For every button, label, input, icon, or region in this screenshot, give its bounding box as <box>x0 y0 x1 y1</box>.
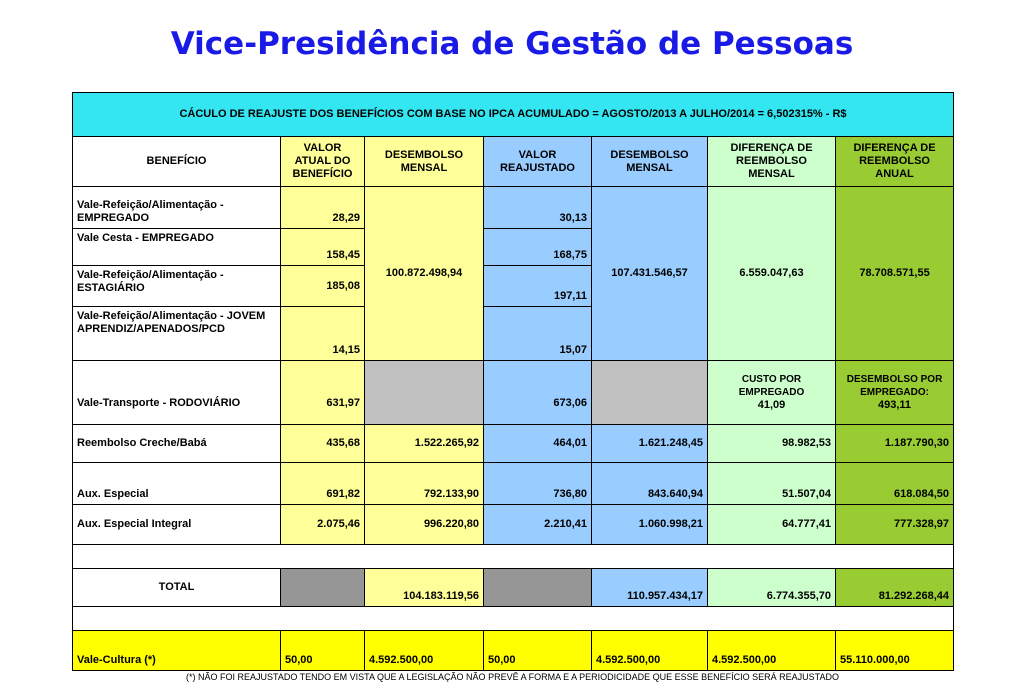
cell-desembolso: 4.592.500,00 <box>365 631 484 671</box>
cell-atual: 185,08 <box>281 266 365 307</box>
cell-desembolso-reajustado: 1.060.998,21 <box>592 505 708 545</box>
header-diferenca-anual: DIFERENÇA DE REEMBOLSO ANUAL <box>836 137 954 187</box>
cell-empty-gray <box>484 569 592 607</box>
cell-dif-anual: 1.187.790,30 <box>836 425 954 463</box>
cell-reajustado: 2.210,41 <box>484 505 592 545</box>
cell-dif-anual: 618.084,50 <box>836 463 954 505</box>
cell-group-dif-anual: 78.708.571,55 <box>836 187 954 361</box>
cell-desembolso: 1.522.265,92 <box>365 425 484 463</box>
cell-reajustado: 464,01 <box>484 425 592 463</box>
spacer-row <box>73 607 954 631</box>
row-label-aux-integral: Aux. Especial Integral <box>73 505 281 545</box>
row-label-vale-cultura: Vale-Cultura (*) <box>73 631 281 671</box>
cell-atual: 28,29 <box>281 187 365 229</box>
cell-total-dif-anual: 81.292.268,44 <box>836 569 954 607</box>
cell-desembolso: 996.220,80 <box>365 505 484 545</box>
benefits-table <box>72 92 954 671</box>
cell-reajustado: 673,06 <box>484 361 592 425</box>
cell-group-desembolso-atual: 100.872.498,94 <box>365 187 484 361</box>
header-desembolso-mensal-reajustado: DESEMBOLSO MENSAL <box>592 137 708 187</box>
cell-atual: 631,97 <box>281 361 365 425</box>
cell-atual: 691,82 <box>281 463 365 505</box>
cell-desembolso-por-empregado <box>836 361 954 425</box>
spacer-row <box>73 545 954 569</box>
custo-value: 41,09 <box>757 399 786 411</box>
desembolso-value: 493,11 <box>878 399 912 411</box>
cell-total-desembolso: 104.183.119,56 <box>365 569 484 607</box>
cell-dif-mensal: 98.982,53 <box>708 425 836 463</box>
cell-empty-gray <box>281 569 365 607</box>
cell-reajustado: 736,80 <box>484 463 592 505</box>
cell-total-dif-mensal: 6.774.355,70 <box>708 569 836 607</box>
row-label-vt: Vale-Transporte - RODOVIÁRIO <box>73 361 281 425</box>
header-valor-reajustado: VALOR REAJUSTADO <box>484 137 592 187</box>
cell-reajustado: 15,07 <box>484 307 592 361</box>
cell-group-desembolso-reajustado: 107.431.546,57 <box>592 187 708 361</box>
cell-reajustado: 30,13 <box>484 187 592 229</box>
row-label-total: TOTAL <box>73 569 281 607</box>
cell-dif-mensal: 64.777,41 <box>708 505 836 545</box>
cell-atual: 158,45 <box>281 229 365 266</box>
row-label-cesta-empregado: Vale Cesta - EMPREGADO <box>73 229 281 266</box>
page-title: Vice-Presidência de Gestão de Pessoas <box>170 26 854 62</box>
cell-dif-anual: 55.110.000,00 <box>836 631 954 671</box>
header-beneficio: BENEFÍCIO <box>73 137 281 187</box>
header-diferenca-mensal: DIFERENÇA DE REEMBOLSO MENSAL <box>708 137 836 187</box>
header-desembolso-mensal: DESEMBOLSO MENSAL <box>365 137 484 187</box>
cell-dif-anual: 777.328,97 <box>836 505 954 545</box>
cell-reajustado: 50,00 <box>484 631 592 671</box>
cell-empty-gray <box>592 361 708 425</box>
cell-desembolso: 792.133,90 <box>365 463 484 505</box>
cell-empty-gray <box>365 361 484 425</box>
cell-custo-por-empregado <box>708 361 836 425</box>
cell-desembolso-reajustado: 4.592.500,00 <box>592 631 708 671</box>
cell-reajustado: 168,75 <box>484 229 592 266</box>
cell-atual: 50,00 <box>281 631 365 671</box>
cell-atual: 435,68 <box>281 425 365 463</box>
cell-total-desembolso-reajustado: 110.957.434,17 <box>592 569 708 607</box>
cell-dif-mensal: 51.507,04 <box>708 463 836 505</box>
cell-reajustado: 197,11 <box>484 266 592 307</box>
custo-label: CUSTO POR EMPREGADO <box>738 374 805 398</box>
cell-group-dif-mensal: 6.559.047,63 <box>708 187 836 361</box>
row-label-vr-estagiario: Vale-Refeição/Alimentação - ESTAGIÁRIO <box>73 266 281 307</box>
cell-desembolso-reajustado: 1.621.248,45 <box>592 425 708 463</box>
cell-dif-mensal: 4.592.500,00 <box>708 631 836 671</box>
desembolso-label: DESEMBOLSO POR EMPREGADO: <box>846 374 943 398</box>
table-title: CÁCULO DE REAJUSTE DOS BENEFÍCIOS COM BASE NO IPCA ACUMULADO = AGOSTO/2013 A JULHO/2014 = 6,502315% - R$ <box>73 93 954 137</box>
header-valor-atual: VALOR ATUAL DO BENEFÍCIO <box>281 137 365 187</box>
row-label-vr-empregado: Vale-Refeição/Alimentação - EMPREGADO <box>73 187 281 229</box>
cell-atual: 2.075,46 <box>281 505 365 545</box>
cell-desembolso-reajustado: 843.640,94 <box>592 463 708 505</box>
footnote: (*) NÃO FOI REAJUSTADO TENDO EM VISTA QUE A LEGISLAÇÃO NÃO PREVÊ A FORMA E A PERIODICIDADE QUE ESSE BENEFÍCIO SERÁ REAJUSTADO <box>186 672 839 682</box>
cell-atual: 14,15 <box>281 307 365 361</box>
row-label-creche: Reembolso Creche/Babá <box>73 425 281 463</box>
row-label-aux-especial: Aux. Especial <box>73 463 281 505</box>
row-label-vr-jovem: Vale-Refeição/Alimentação - JOVEM APRENDIZ/APENADOS/PCD <box>73 307 281 361</box>
